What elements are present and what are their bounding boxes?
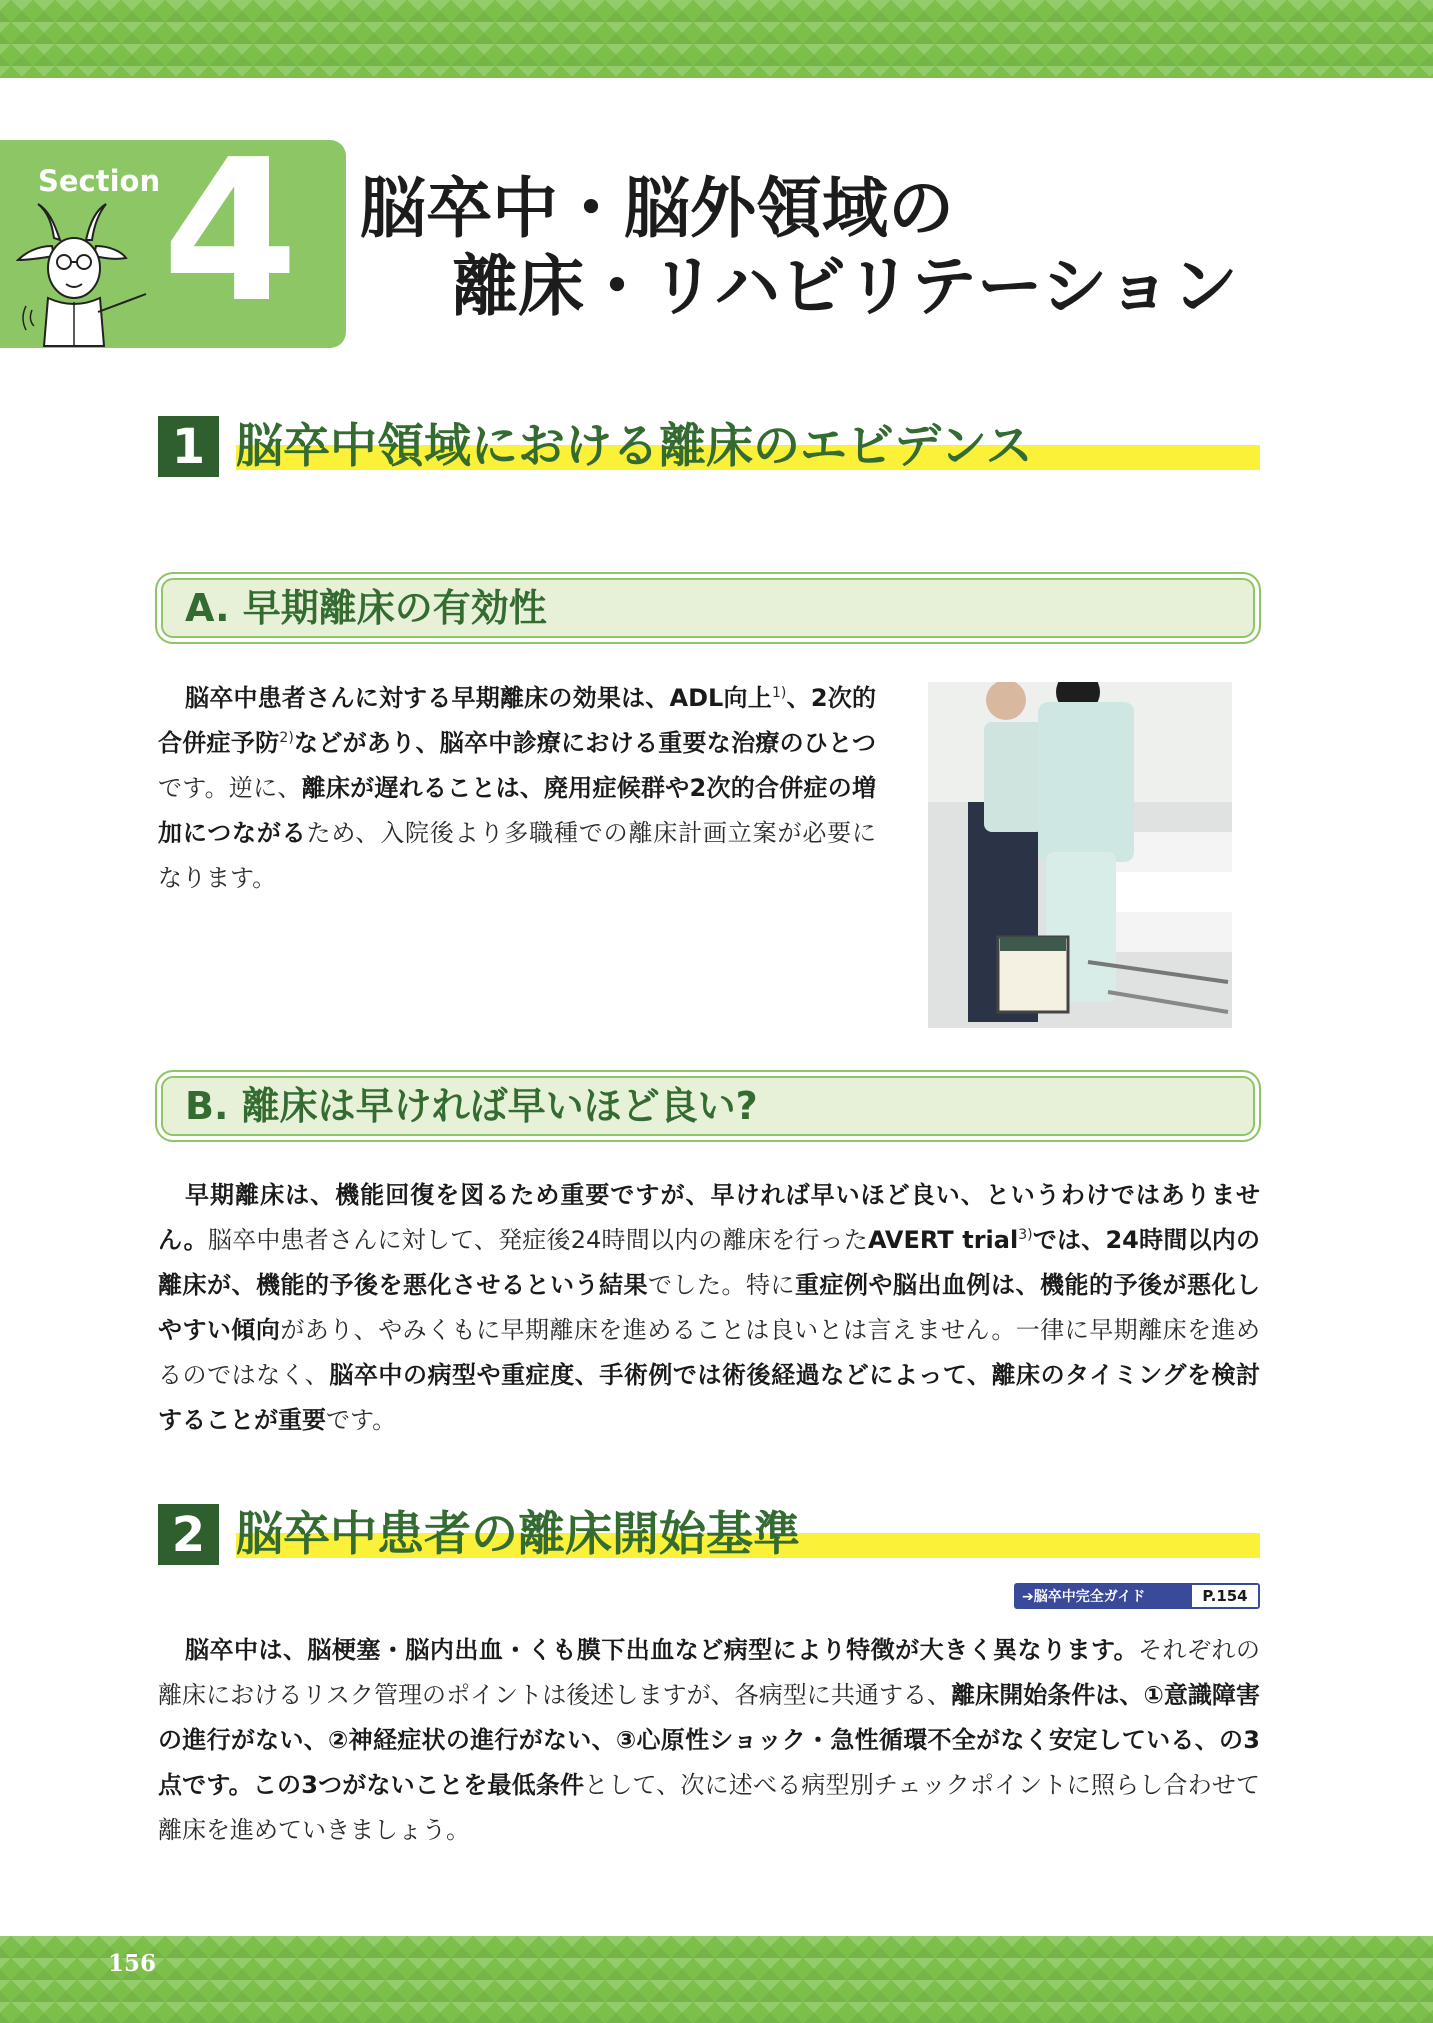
text-segment: 重症例や脳出血例は、機能的予後が悪化しやすい傾向 (158, 1271, 1260, 1344)
text-segment: などがあり、脳卒中診療における重要な治療のひとつ (293, 729, 876, 757)
heading-1 (158, 416, 1260, 482)
heading-1-number: 1 (158, 416, 219, 477)
section-label: Section (38, 164, 161, 198)
paragraph-a (158, 676, 876, 901)
subheading-a (155, 572, 1261, 644)
guide-reference-page: P.154 (1192, 1585, 1258, 1607)
text-segment: 1) (772, 685, 787, 701)
text-segment: 脳卒中の病型や重症度、手術例では術後経過などによって、離床のタイミングを検討することが重要 (158, 1361, 1260, 1434)
text-segment: 脳卒中は、脳梗塞・脳内出血・くも膜下出血など病型により特徴が大きく異なります。 (185, 1636, 1139, 1664)
text-segment: では、24時間以内の離床が、機能的予後を悪化させるという結果 (158, 1226, 1261, 1299)
heading-2-number: 2 (158, 1504, 219, 1565)
text-segment: それぞれの離床におけるリスク管理のポイントは後述しますが、各病型に共通する、 (158, 1636, 1261, 1709)
text-segment: 脳卒中患者さんに対して、発症後24時間以内の離床を行った (207, 1226, 868, 1254)
text-segment: でした。特に (648, 1271, 795, 1299)
patient-mobilization-image (928, 682, 1232, 1028)
page-title-line2: 離床・リハビリテーション (452, 248, 1239, 325)
subheading-b (155, 1070, 1261, 1142)
paragraph-2 (158, 1628, 1260, 1853)
page-title (360, 170, 1360, 326)
subheading-a-text: A. 早期離床の有効性 (185, 586, 547, 630)
heading-2 (158, 1504, 1260, 1570)
section-number: 4 (162, 118, 299, 346)
top-pattern-band (0, 0, 1433, 78)
text-segment: があり、やみくもに早期離床を進めることは良いとは言えません。一律に早期離床を進めるのではなく、 (158, 1316, 1261, 1389)
text-segment: です。 (326, 1406, 397, 1434)
text-segment: 離床開始条件は、①意識障害の進行がない、②神経症状の進行がない、③心原性ショック・急性循環不全がなく安定している、の3点です。この3つがないことを最低条件 (158, 1681, 1260, 1799)
goat-doctor-mascot-icon (14, 202, 154, 348)
text-segment: 、2次的合併症予防 (158, 684, 876, 757)
bottom-pattern-band (0, 1936, 1433, 2023)
text-segment: ため、入院後より多職種での離床計画立案が必要になります。 (158, 819, 876, 892)
heading-2-text: 脳卒中患者の離床開始基準 (236, 1507, 800, 1562)
text-segment: です。逆に、 (158, 774, 302, 802)
section-tab (0, 118, 346, 348)
page-number: 156 (108, 1950, 157, 1977)
guide-reference-badge (1014, 1583, 1260, 1609)
paragraph-b (158, 1173, 1260, 1443)
subheading-b-text: B. 離床は早ければ早いほど良い? (185, 1084, 758, 1128)
text-segment: 早期離床は、機能回復を図るため重要ですが、早ければ早いほど良い、というわけではありません。 (158, 1181, 1260, 1254)
text-segment: 3) (1018, 1227, 1033, 1243)
text-segment: 離床が遅れることは、廃用症候群や2次的合併症の増加につながる (158, 774, 876, 847)
guide-reference-label: ➔脳卒中完全ガイド (1016, 1585, 1192, 1607)
rehab-photo (928, 682, 1232, 1028)
text-segment: 2) (279, 730, 294, 746)
heading-1-text: 脳卒中領域における離床のエビデンス (236, 419, 1033, 474)
text-segment: AVERT trial (867, 1226, 1019, 1254)
text-segment: 脳卒中患者さんに対する早期離床の効果は、ADL向上 (185, 684, 773, 712)
text-segment: として、次に述べる病型別チェックポイントに照らし合わせて離床を進めていきましょう。 (158, 1771, 1260, 1844)
page-title-line1: 脳卒中・脳外領域の (360, 170, 954, 247)
